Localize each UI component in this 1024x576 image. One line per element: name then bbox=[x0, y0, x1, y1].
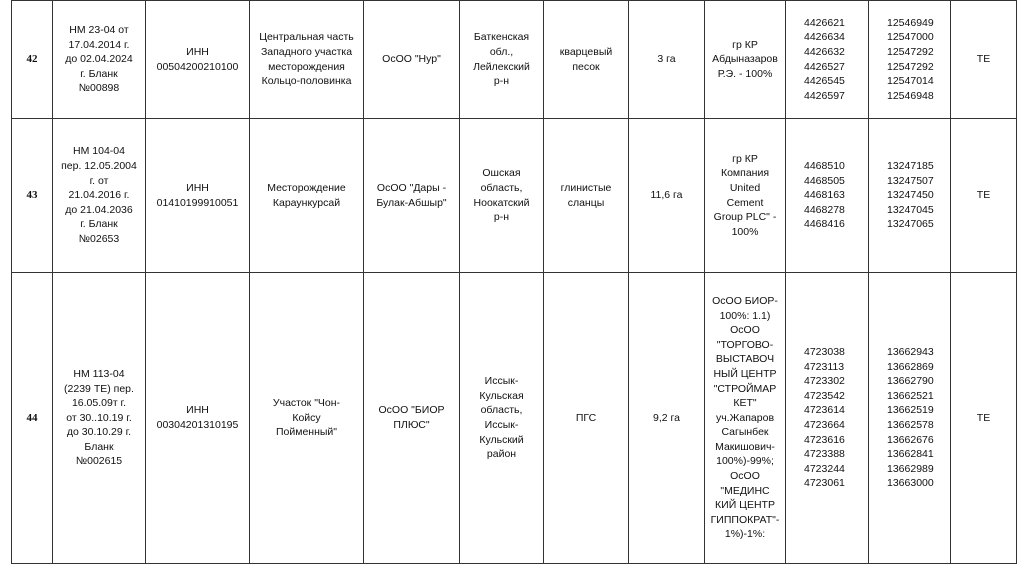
owner-cell: гр КР Компания United Cement Group PLC" - 100% bbox=[705, 119, 786, 273]
license-table bbox=[11, 0, 1017, 564]
code-cell: ТЕ bbox=[951, 119, 1017, 273]
coordinates-b: 12546949 12547000 12547292 12547292 12547014 12546948 bbox=[869, 1, 951, 119]
row-number: 43 bbox=[12, 119, 53, 273]
mineral-cell: кварцевый песок bbox=[544, 1, 629, 119]
inn-cell: ИНН 01410199910051 bbox=[146, 119, 250, 273]
site-name: Месторождение Караункурсай bbox=[250, 119, 364, 273]
coordinates-b: 13662943 13662869 13662790 13662521 13662519 13662578 13662676 13662841 13662989 13663000 bbox=[869, 273, 951, 564]
row-number: 44 bbox=[12, 273, 53, 564]
owner-cell: ОсОО БИОР- 100%: 1.1) ОсОО "ТОРГОВО- ВЫСТАВОЧ НЫЙ ЦЕНТР "СТРОЙМАР КЕТ" уч.Жапаров Сагынбек Макишович- 100%)-99%; ОсОО "МЕДИНС КИЙ ЦЕНТР ГИППОКРАТ"- 1%)-1%: bbox=[705, 273, 786, 564]
license-details: НМ 23-04 от 17.04.2014 г. до 02.04.2024 г. Бланк №00898 bbox=[53, 1, 146, 119]
region-cell: Баткенская обл., Лейлекский р-н bbox=[460, 1, 544, 119]
table-row bbox=[12, 1, 1017, 119]
area-cell: 11,6 га bbox=[629, 119, 705, 273]
company-name: ОсОО "Нур" bbox=[364, 1, 460, 119]
coordinates-a: 4723038 4723113 4723302 4723542 4723614 4723664 4723616 4723388 4723244 4723061 bbox=[786, 273, 869, 564]
company-name: ОсОО "Дары - Булак-Абшыр" bbox=[364, 119, 460, 273]
owner-cell: гр КР Абдыназаров Р.Э. - 100% bbox=[705, 1, 786, 119]
region-cell: Иссык- Кульская область, Иссык- Кульский район bbox=[460, 273, 544, 564]
inn-cell: ИНН 00504200210100 bbox=[146, 1, 250, 119]
region-cell: Ошская область, Ноокатский р-н bbox=[460, 119, 544, 273]
site-name: Центральная часть Западного участка месторождения Кольцо-половинка bbox=[250, 1, 364, 119]
table-row bbox=[12, 119, 1017, 273]
license-details: НМ 113-04 (2239 ТЕ) пер. 16.05.09т г. от 30..10.19 г. до 30.10.29 г. Бланк №002615 bbox=[53, 273, 146, 564]
inn-cell: ИНН 00304201310195 bbox=[146, 273, 250, 564]
site-name: Участок "Чон- Койсу Пойменный" bbox=[250, 273, 364, 564]
company-name: ОсОО "БИОР ПЛЮС" bbox=[364, 273, 460, 564]
mineral-cell: глинистые сланцы bbox=[544, 119, 629, 273]
area-cell: 9,2 га bbox=[629, 273, 705, 564]
code-cell: ТЕ bbox=[951, 1, 1017, 119]
coordinates-a: 4426621 4426634 4426632 4426527 4426545 4426597 bbox=[786, 1, 869, 119]
area-cell: 3 га bbox=[629, 1, 705, 119]
row-number: 42 bbox=[12, 1, 53, 119]
coordinates-b: 13247185 13247507 13247450 13247045 13247065 bbox=[869, 119, 951, 273]
coordinates-a: 4468510 4468505 4468163 4468278 4468416 bbox=[786, 119, 869, 273]
mineral-cell: ПГС bbox=[544, 273, 629, 564]
license-details: НМ 104-04 пер. 12.05.2004 г. от 21.04.2016 г. до 21.04.2036 г. Бланк №02653 bbox=[53, 119, 146, 273]
code-cell: ТЕ bbox=[951, 273, 1017, 564]
table-row bbox=[12, 273, 1017, 564]
